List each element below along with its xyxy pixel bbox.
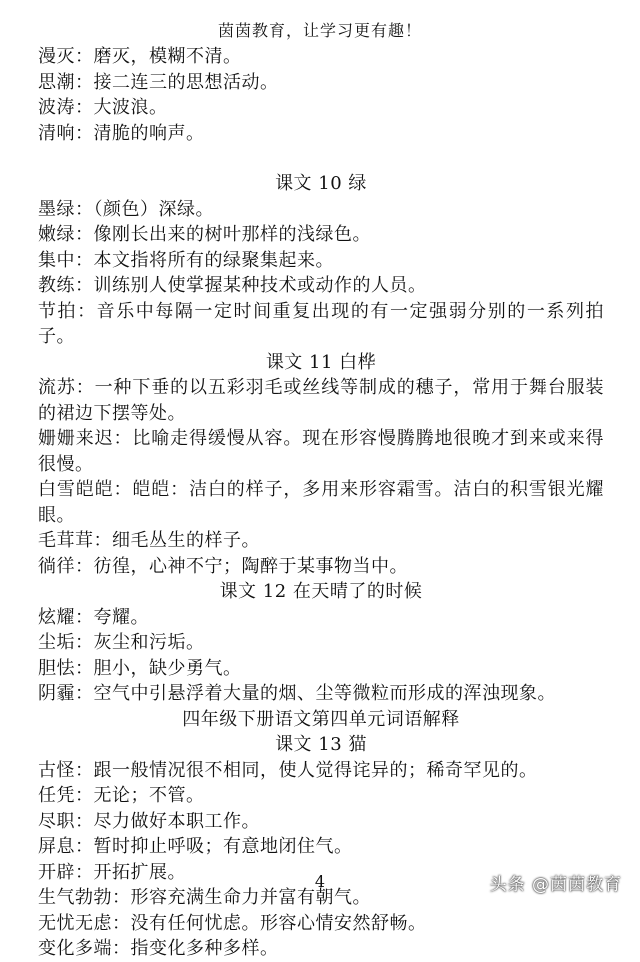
vocab-entry: 教练：训练别人使掌握某种技术或动作的人员。	[38, 275, 427, 296]
vocab-entry: 白雪皑皑：皑皑：洁白的样子，多用来形容霜雪。洁白的积雪银光耀眼。	[38, 479, 604, 526]
vocab-entry: 炫耀：夸耀。	[38, 606, 149, 628]
vocab-entry: 姗姗来迟：比喻走得缓慢从容。现在形容慢腾腾地很晚才到来或来得很慢。	[38, 428, 604, 475]
section-heading: 课文 10 绿	[275, 173, 367, 194]
section-heading: 课文 13 猫	[275, 734, 367, 755]
vocab-entry: 徜徉：彷徨，心神不宁；陶醉于某事物当中。	[38, 555, 408, 577]
vocab-entry: 毛茸茸：细毛丛生的样子。	[38, 530, 260, 551]
section-heading: 四年级下册语文第四单元词语解释	[182, 708, 460, 730]
section-heading: 课文 12 在天晴了的时候	[219, 581, 423, 602]
vocab-entry: 思潮：接二连三的思想活动。	[38, 71, 279, 93]
vocab-entry: 胆怯：胆小，缺少勇气。	[38, 657, 242, 679]
page-header: 茵茵教育，让学习更有趣！	[217, 21, 422, 40]
vocab-entry: 节拍：音乐中每隔一定时间重复出现的有一定强弱分别的一系列拍子。	[38, 300, 604, 347]
vocab-entry: 集中：本文指将所有的绿聚集起来。	[38, 249, 334, 271]
vocab-entry: 嫩绿：像刚长出来的树叶那样的浅绿色。	[38, 224, 371, 245]
watermark: 头条 @茵茵教育	[489, 875, 622, 895]
section-heading: 课文 11 白桦	[265, 351, 377, 373]
vocab-entry: 开辟：开拓扩展。	[38, 861, 186, 883]
page-number: 4	[314, 872, 326, 891]
section-gap	[38, 146, 604, 171]
vocab-entry: 任凭：无论；不管。	[38, 785, 205, 806]
vocab-entry: 变化多端：指变化多种多样。	[38, 938, 279, 959]
vocab-entry: 波涛：大波浪。	[38, 97, 168, 118]
vocab-entry: 清响：清脆的响声。	[38, 122, 205, 144]
vocab-entry: 生气勃勃：形容充满生命力并富有朝气。	[38, 887, 371, 908]
vocab-entry: 屏息：暂时抑止呼吸；有意地闭住气。	[38, 836, 353, 857]
vocab-entry: 阴霾：空气中引悬浮着大量的烟、尘等微粒而形成的浑浊现象。	[38, 683, 556, 704]
document-content	[38, 44, 604, 962]
vocab-entry: 墨绿：（颜色）深绿。	[38, 198, 214, 220]
vocab-entry: 尽职：尽力做好本职工作。	[38, 810, 260, 832]
vocab-entry: 尘垢：灰尘和污垢。	[38, 632, 205, 653]
vocab-entry: 无忧无虑：没有任何忧虑。形容心情安然舒畅。	[38, 912, 427, 934]
vocab-entry: 流苏：一种下垂的以五彩羽毛或丝线等制成的穗子，常用于舞台服装的裙边下摆等处。	[38, 377, 604, 424]
vocab-entry: 漫灭：磨灭，模糊不清。	[38, 46, 242, 67]
vocab-entry: 古怪：跟一般情况很不相同，使人觉得诧异的；稀奇罕见的。	[38, 759, 538, 781]
